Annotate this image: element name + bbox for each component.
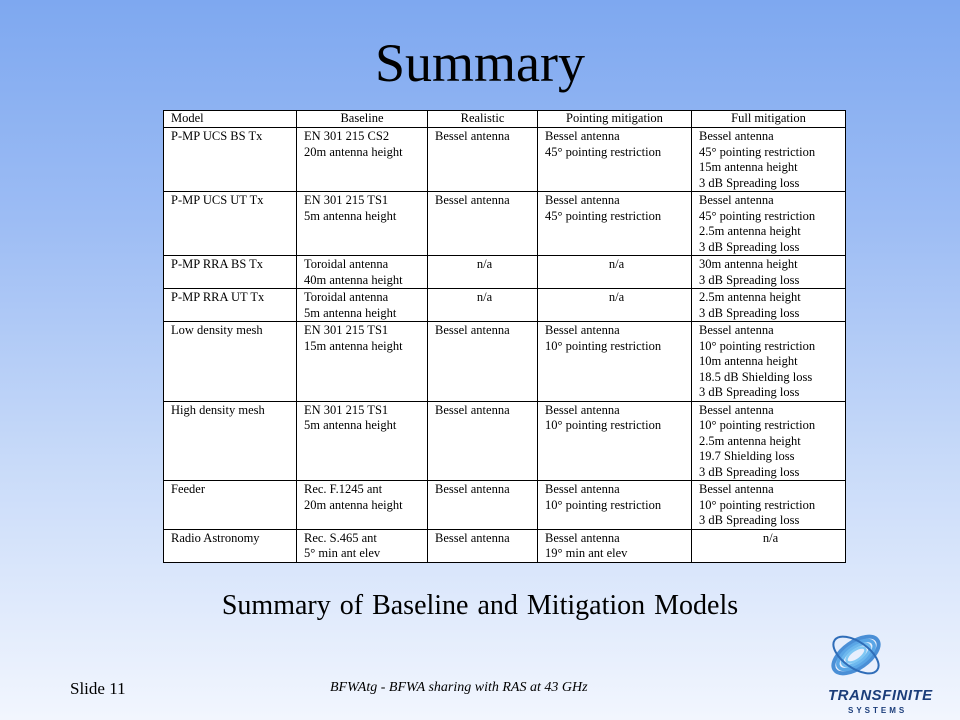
slide-number: Slide 11 <box>70 679 126 698</box>
full-mitigation-cell <box>692 529 846 562</box>
full-mitigation-cell <box>692 481 846 530</box>
pointing-mitigation-cell <box>538 401 692 481</box>
cell-text-line: 10° pointing restriction <box>545 497 662 512</box>
table-header-row <box>164 111 846 128</box>
cell-text-line: Bessel antenna <box>699 482 774 496</box>
cell-text-line: 45° pointing restriction <box>545 144 662 159</box>
cell-text-line: High density mesh <box>171 402 265 417</box>
header-baseline: Baseline <box>297 111 428 128</box>
header-full-mitigation: Full mitigation <box>692 111 846 128</box>
cell-text-line: Rec. S.465 ant <box>304 530 377 545</box>
realistic-cell <box>428 401 538 481</box>
cell-text-line: Bessel antenna <box>545 530 620 545</box>
cell-text-line: 15m antenna height <box>699 160 798 174</box>
cell-text-line: Bessel antenna <box>545 402 620 417</box>
cell-text-line: 5m antenna height <box>304 418 397 432</box>
baseline-cell <box>297 322 428 402</box>
model-cell <box>164 481 297 530</box>
cell-text-line: EN 301 215 TS1 <box>304 323 389 337</box>
cell-text-line: Bessel antenna <box>699 129 774 143</box>
table-row <box>164 256 846 289</box>
header-model: Model <box>164 111 297 128</box>
table-row <box>164 529 846 562</box>
company-logo <box>820 626 933 720</box>
summary-table-container <box>163 110 846 563</box>
pointing-mitigation-cell <box>538 529 692 562</box>
baseline-cell <box>297 481 428 530</box>
realistic-cell <box>428 481 538 530</box>
realistic-cell <box>428 256 538 289</box>
cell-text-line: 3 dB Spreading loss <box>699 513 800 527</box>
table-row <box>164 128 846 192</box>
cell-text-line: EN 301 215 CS2 <box>304 129 390 143</box>
cell-text-line: Bessel antenna <box>545 193 620 207</box>
full-mitigation-cell <box>692 401 846 481</box>
model-cell <box>164 322 297 402</box>
cell-text-line: 18.5 dB Shielding loss <box>699 369 813 384</box>
full-mitigation-cell <box>692 256 846 289</box>
cell-text-line: Feeder <box>171 482 206 496</box>
cell-text-line: P-MP UCS UT Tx <box>171 193 264 207</box>
transfinite-swirl-logo-icon <box>824 626 888 684</box>
cell-text-line: n/a <box>762 530 779 545</box>
cell-text-line: 10° pointing restriction <box>545 418 662 432</box>
cell-text-line: 19.7 Shielding loss <box>699 449 795 463</box>
full-mitigation-cell <box>692 128 846 192</box>
cell-text-line: 2.5m antenna height <box>699 433 801 448</box>
cell-text-line: 10° pointing restriction <box>699 497 816 512</box>
cell-text-line: 3 dB Spreading loss <box>699 464 800 479</box>
pointing-mitigation-cell <box>538 128 692 192</box>
cell-text-line: Bessel antenna <box>435 482 510 496</box>
cell-text-line: 10° pointing restriction <box>545 338 662 353</box>
model-cell <box>164 289 297 322</box>
cell-text-line: Bessel antenna <box>435 402 510 417</box>
cell-text-line: n/a <box>476 257 493 271</box>
cell-text-line: Bessel antenna <box>699 402 774 417</box>
cell-text-line: 45° pointing restriction <box>545 208 662 223</box>
cell-text-line: 10° pointing restriction <box>699 338 816 353</box>
pointing-mitigation-cell <box>538 256 692 289</box>
footer-text: BFWAtg - BFWA sharing with RAS at 43 GHz <box>330 680 588 695</box>
model-cell <box>164 256 297 289</box>
cell-text-line: 19° min ant elev <box>545 546 628 560</box>
cell-text-line: 10° pointing restriction <box>699 418 816 432</box>
cell-text-line: EN 301 215 TS1 <box>304 193 389 207</box>
table-row <box>164 322 846 402</box>
cell-text-line: 10m antenna height <box>699 354 798 368</box>
cell-text-line: 30m antenna height <box>699 257 798 271</box>
cell-text-line: 20m antenna height <box>304 497 403 512</box>
realistic-cell <box>428 128 538 192</box>
full-mitigation-cell <box>692 192 846 256</box>
cell-text-line: Toroidal antenna <box>304 257 389 271</box>
cell-text-line: P-MP UCS BS Tx <box>171 129 263 143</box>
cell-text-line: 2.5m antenna height <box>699 290 801 304</box>
table-row <box>164 401 846 481</box>
cell-text-line: 3 dB Spreading loss <box>699 175 800 190</box>
pointing-mitigation-cell <box>538 192 692 256</box>
cell-text-line: EN 301 215 TS1 <box>304 402 389 417</box>
slide-title: Summary <box>375 33 585 93</box>
pointing-mitigation-cell <box>538 481 692 530</box>
cell-text-line: Bessel antenna <box>545 323 620 337</box>
header-pointing-mitigation: Pointing mitigation <box>538 111 692 128</box>
cell-text-line: 45° pointing restriction <box>699 144 816 159</box>
cell-text-line: 5m antenna height <box>304 208 397 223</box>
pointing-mitigation-cell <box>538 289 692 322</box>
cell-text-line: Bessel antenna <box>435 530 510 545</box>
cell-text-line: 5m antenna height <box>304 305 397 320</box>
cell-text-line: 5° min ant elev <box>304 546 381 560</box>
cell-text-line: P-MP RRA UT Tx <box>171 290 265 304</box>
cell-text-line: Rec. F.1245 ant <box>304 482 383 496</box>
full-mitigation-cell <box>692 289 846 322</box>
table-row <box>164 289 846 322</box>
realistic-cell <box>428 322 538 402</box>
model-cell <box>164 529 297 562</box>
header-realistic: Realistic <box>428 111 538 128</box>
realistic-cell <box>428 192 538 256</box>
cell-text-line: Bessel antenna <box>435 129 510 143</box>
cell-text-line: P-MP RRA BS Tx <box>171 257 264 271</box>
pointing-mitigation-cell <box>538 322 692 402</box>
table-row <box>164 481 846 530</box>
cell-text-line: Radio Astronomy <box>171 530 260 545</box>
cell-text-line: Bessel antenna <box>699 323 774 337</box>
table-body <box>164 128 846 563</box>
baseline-cell <box>297 401 428 481</box>
cell-text-line: 3 dB Spreading loss <box>699 272 800 287</box>
table-row <box>164 192 846 256</box>
cell-text-line: Toroidal antenna <box>304 290 389 304</box>
cell-text-line: 20m antenna height <box>304 144 403 159</box>
summary-table <box>163 110 846 563</box>
baseline-cell <box>297 256 428 289</box>
baseline-cell <box>297 289 428 322</box>
cell-text-line: n/a <box>608 290 625 304</box>
full-mitigation-cell <box>692 322 846 402</box>
cell-text-line: Low density mesh <box>171 323 263 337</box>
cell-text-line: 3 dB Spreading loss <box>699 305 800 320</box>
cell-text-line: Bessel antenna <box>545 482 620 496</box>
cell-text-line: 3 dB Spreading loss <box>699 385 800 399</box>
cell-text-line: n/a <box>608 257 625 271</box>
cell-text-line: 2.5m antenna height <box>699 224 801 238</box>
slide-caption: Summary of Baseline and Mitigation Models <box>221 590 739 621</box>
cell-text-line: 40m antenna height <box>304 272 403 287</box>
realistic-cell <box>428 529 538 562</box>
baseline-cell <box>297 192 428 256</box>
model-cell <box>164 128 297 192</box>
cell-text-line: 45° pointing restriction <box>699 208 816 223</box>
baseline-cell <box>297 128 428 192</box>
cell-text-line: Bessel antenna <box>545 129 620 143</box>
cell-text-line: 3 dB Spreading loss <box>699 239 800 254</box>
realistic-cell <box>428 289 538 322</box>
logo-subtitle: SYSTEMS <box>848 706 908 715</box>
cell-text-line: Bessel antenna <box>435 323 510 337</box>
cell-text-line: 15m antenna height <box>304 338 403 353</box>
logo-name: TRANSFINITE <box>828 687 933 704</box>
cell-text-line: Bessel antenna <box>699 193 774 207</box>
baseline-cell <box>297 529 428 562</box>
cell-text-line: Bessel antenna <box>435 193 510 207</box>
model-cell <box>164 192 297 256</box>
model-cell <box>164 401 297 481</box>
cell-text-line: n/a <box>476 290 493 304</box>
